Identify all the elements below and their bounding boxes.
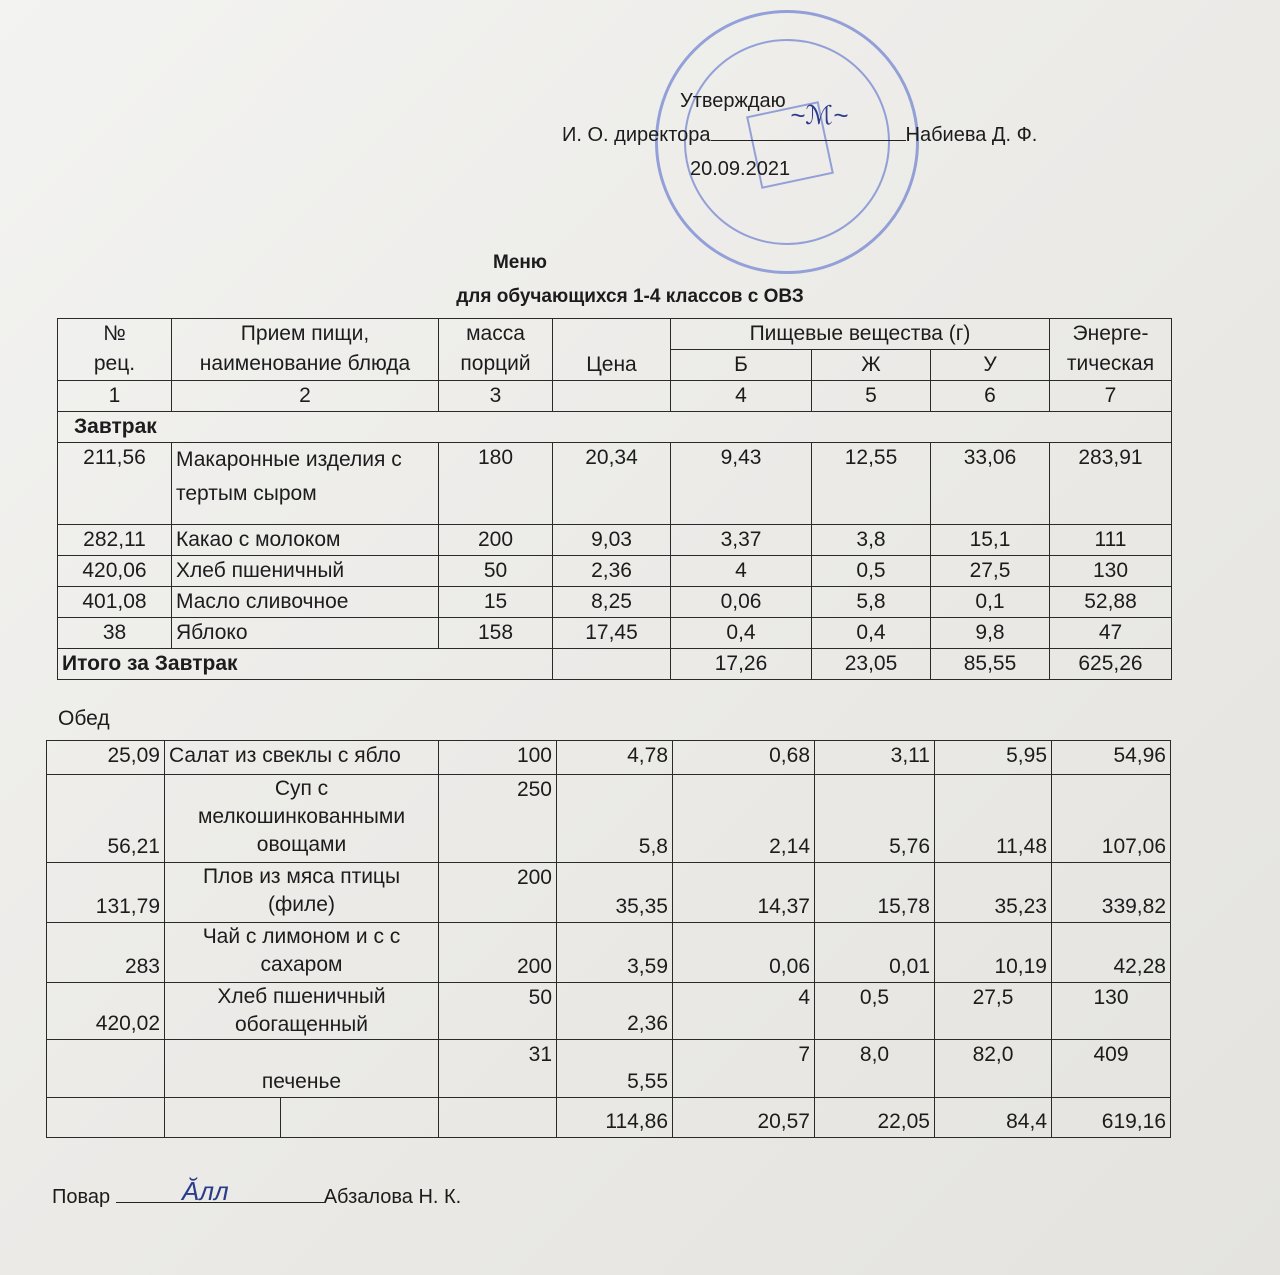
energy: 283,91	[1050, 443, 1172, 525]
director-label: И. О. директора	[562, 124, 711, 146]
portion-mass: 50	[439, 556, 553, 587]
protein: 14,37	[673, 863, 815, 923]
portion-mass: 158	[439, 618, 553, 649]
empty-cell	[281, 1098, 439, 1138]
table-row	[58, 525, 1172, 556]
price: 2,36	[553, 556, 671, 587]
carbs: 82,0	[935, 1040, 1052, 1098]
recipe-number: 401,08	[58, 587, 172, 618]
recipe-number: 283	[47, 923, 165, 983]
fat: 3,8	[812, 525, 931, 556]
portion-mass: 180	[439, 443, 553, 525]
header-protein: Б	[671, 350, 812, 381]
dish-name: Какао с молоком	[172, 525, 439, 556]
price: 20,34	[553, 443, 671, 525]
energy: 107,06	[1052, 775, 1171, 863]
table-row	[47, 923, 1171, 983]
header-energy: Энерге- тическая	[1050, 319, 1172, 381]
portion-mass: 15	[439, 587, 553, 618]
fat: 8,0	[815, 1040, 935, 1098]
recipe-number: 131,79	[47, 863, 165, 923]
col-number: 5	[812, 381, 931, 412]
director-signature: ~ℳ~	[790, 100, 849, 130]
portion-mass: 200	[439, 923, 557, 983]
header-fat: Ж	[812, 350, 931, 381]
energy: 339,82	[1052, 863, 1171, 923]
col-number: 3	[439, 381, 553, 412]
col-number: 2	[172, 381, 439, 412]
recipe-number: 38	[58, 618, 172, 649]
price: 17,45	[553, 618, 671, 649]
protein: 0,68	[673, 741, 815, 775]
price: 5,8	[557, 775, 673, 863]
protein: 4	[673, 983, 815, 1040]
energy: 409	[1052, 1040, 1171, 1098]
protein: 0,4	[671, 618, 812, 649]
column-numbers-row	[58, 381, 1172, 412]
menu-title: Меню	[492, 252, 548, 273]
breakfast-label: Завтрак	[58, 412, 1172, 443]
table-row	[47, 983, 1171, 1040]
cook-name: Абзалова Н. К.	[323, 1186, 462, 1208]
table-row	[58, 556, 1172, 587]
lunch-table	[46, 740, 1171, 1138]
lunch-total-row	[47, 1098, 1171, 1138]
dish-name: Хлеб пшеничный обогащенный	[165, 983, 439, 1040]
header-meal: Прием пищи, наименование блюда	[172, 319, 439, 381]
recipe-number: 25,09	[47, 741, 165, 775]
table-row	[47, 863, 1171, 923]
price: 3,59	[557, 923, 673, 983]
table-row	[47, 741, 1171, 775]
energy: 47	[1050, 618, 1172, 649]
price: 35,35	[557, 863, 673, 923]
carbs: 27,5	[935, 983, 1052, 1040]
total-price: 114,86	[557, 1098, 673, 1138]
price: 5,55	[557, 1040, 673, 1098]
energy: 130	[1050, 556, 1172, 587]
price: 4,78	[557, 741, 673, 775]
breakfast-table	[57, 318, 1172, 680]
empty-cell	[47, 1098, 165, 1138]
header-carbs: У	[931, 350, 1050, 381]
protein: 3,37	[671, 525, 812, 556]
header-price: Цена	[553, 319, 671, 381]
dish-name: Суп с мелкошинкованными овощами	[165, 775, 439, 863]
portion-mass: 200	[439, 525, 553, 556]
cook-signature: Ӑлл	[182, 1176, 229, 1206]
breakfast-section-row	[58, 412, 1172, 443]
carbs: 35,23	[935, 863, 1052, 923]
total-protein: 20,57	[673, 1098, 815, 1138]
empty-cell	[439, 1098, 557, 1138]
col-number	[553, 381, 671, 412]
breakfast-total-price	[553, 649, 671, 680]
recipe-number: 211,56	[58, 443, 172, 525]
portion-mass: 100	[439, 741, 557, 775]
carbs: 15,1	[931, 525, 1050, 556]
carbs: 10,19	[935, 923, 1052, 983]
table-row	[58, 443, 1172, 525]
price: 8,25	[553, 587, 671, 618]
col-number: 7	[1050, 381, 1172, 412]
total-carbs: 85,55	[931, 649, 1050, 680]
dish-name: Макаронные изделия с тертым сыром	[172, 443, 439, 525]
dish-name: Яблоко	[172, 618, 439, 649]
header-nutrients: Пищевые вещества (г)	[671, 319, 1050, 350]
fat: 0,01	[815, 923, 935, 983]
director-name: Набиева Д. Ф.	[905, 124, 1038, 146]
recipe-number	[47, 1040, 165, 1098]
recipe-number: 282,11	[58, 525, 172, 556]
energy: 42,28	[1052, 923, 1171, 983]
portion-mass: 31	[439, 1040, 557, 1098]
protein: 7	[673, 1040, 815, 1098]
total-carbs: 84,4	[935, 1098, 1052, 1138]
protein: 0,06	[673, 923, 815, 983]
dish-name: Чай с лимоном и с с сахаром	[165, 923, 439, 983]
protein: 2,14	[673, 775, 815, 863]
menu-subtitle: для обучающихся 1-4 классов с ОВЗ	[456, 286, 804, 307]
breakfast-total-row	[58, 649, 1172, 680]
total-energy: 619,16	[1052, 1098, 1171, 1138]
total-energy: 625,26	[1050, 649, 1172, 680]
protein: 9,43	[671, 443, 812, 525]
carbs: 9,8	[931, 618, 1050, 649]
col-number: 6	[931, 381, 1050, 412]
carbs: 27,5	[931, 556, 1050, 587]
header-num: № рец.	[58, 319, 172, 381]
lunch-label: Обед	[58, 707, 110, 730]
dish-name: Салат из свеклы с ябло	[165, 741, 439, 775]
col-number: 4	[671, 381, 812, 412]
col-number: 1	[58, 381, 172, 412]
empty-cell	[165, 1098, 281, 1138]
header-mass: масса порций	[439, 319, 553, 381]
fat: 5,76	[815, 775, 935, 863]
protein: 4	[671, 556, 812, 587]
breakfast-total-label: Итого за Завтрак	[58, 649, 553, 680]
total-fat: 23,05	[812, 649, 931, 680]
portion-mass: 250	[439, 775, 557, 863]
cook-label: Повар	[52, 1186, 111, 1208]
table-row	[47, 775, 1171, 863]
energy: 54,96	[1052, 741, 1171, 775]
fat: 12,55	[812, 443, 931, 525]
carbs: 5,95	[935, 741, 1052, 775]
total-fat: 22,05	[815, 1098, 935, 1138]
fat: 0,4	[812, 618, 931, 649]
table-row	[58, 618, 1172, 649]
price: 9,03	[553, 525, 671, 556]
table-row	[58, 587, 1172, 618]
portion-mass: 50	[439, 983, 557, 1040]
recipe-number: 420,02	[47, 983, 165, 1040]
energy: 52,88	[1050, 587, 1172, 618]
approve-word: Утверждаю	[680, 90, 786, 112]
approval-date: 20.09.2021	[690, 158, 791, 180]
price: 2,36	[557, 983, 673, 1040]
carbs: 11,48	[935, 775, 1052, 863]
fat: 0,5	[812, 556, 931, 587]
recipe-number: 56,21	[47, 775, 165, 863]
fat: 5,8	[812, 587, 931, 618]
table-row	[47, 1040, 1171, 1098]
total-protein: 17,26	[671, 649, 812, 680]
dish-name: Плов из мяса птицы (филе)	[165, 863, 439, 923]
recipe-number: 420,06	[58, 556, 172, 587]
cook-signature-line	[52, 1186, 461, 1209]
dish-name: печенье	[165, 1040, 439, 1098]
protein: 0,06	[671, 587, 812, 618]
carbs: 33,06	[931, 443, 1050, 525]
director-signature-line	[711, 140, 906, 141]
fat: 3,11	[815, 741, 935, 775]
header-row-1	[58, 319, 1172, 350]
energy: 111	[1050, 525, 1172, 556]
fat: 15,78	[815, 863, 935, 923]
fat: 0,5	[815, 983, 935, 1040]
dish-name: Масло сливочное	[172, 587, 439, 618]
dish-name: Хлеб пшеничный	[172, 556, 439, 587]
carbs: 0,1	[931, 587, 1050, 618]
portion-mass: 200	[439, 863, 557, 923]
energy: 130	[1052, 983, 1171, 1040]
